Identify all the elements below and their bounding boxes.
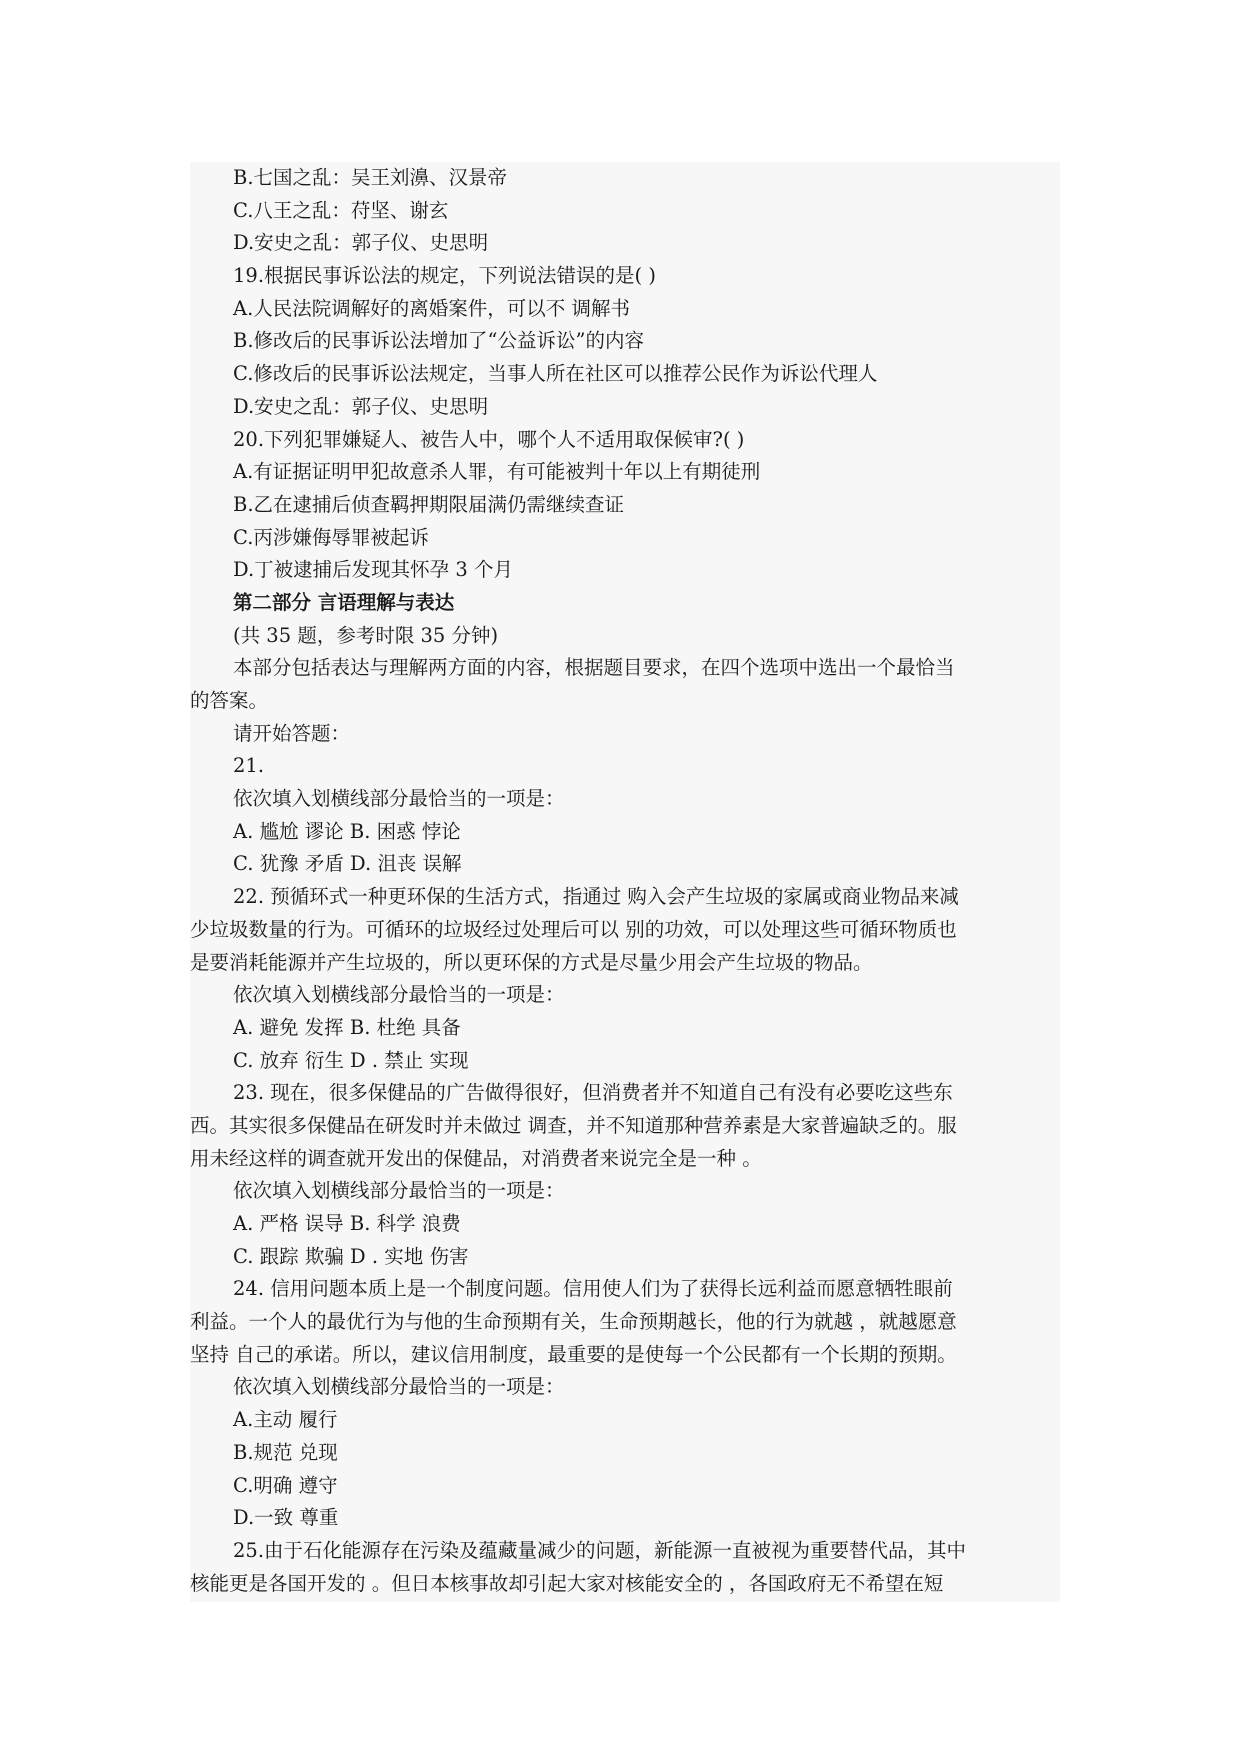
text-line: 23. 现在，很多保健品的广告做得很好，但消费者并不知道自己有没有必要吃这些东 <box>233 1081 953 1105</box>
text-line: 的答案。 <box>190 689 269 712</box>
text-line: A.主动 履行 <box>233 1408 338 1432</box>
text-line: C.丙涉嫌侮辱罪被起诉 <box>233 525 429 549</box>
text-line: A.人民法院调解好的离婚案件，可以不 调解书 <box>233 296 630 320</box>
text-line: C. 跟踪 欺骗 D . 实地 伤害 <box>233 1244 469 1268</box>
text-line: C.修改后的民事诉讼法规定，当事人所在社区可以推荐公民作为诉讼代理人 <box>233 362 878 386</box>
text-line: A.有证据证明甲犯故意杀人罪，有可能被判十年以上有期徒刑 <box>233 460 761 484</box>
text-line: 19.根据民事诉讼法的规定，下列说法错误的是( ) <box>233 264 656 288</box>
text-line: 核能更是各国开发的 。但日本核事故却引起大家对核能安全的 ，各国政府无不希望在短 <box>190 1571 944 1595</box>
text-line: 利益。一个人的最优行为与他的生命预期有关，生命预期越长，他的行为就越 ，就越愿意 <box>190 1310 957 1334</box>
text-line: C. 放弃 衍生 D . 禁止 实现 <box>233 1048 469 1072</box>
text-line: D.一致 尊重 <box>233 1506 339 1530</box>
text-line: A. 避免 发挥 B. 杜绝 具备 <box>233 1015 461 1039</box>
text-line: D.安史之乱：郭子仪、史思明 <box>233 394 489 418</box>
text-line: 是要消耗能源并产生垃圾的，所以更环保的方式是尽量少用会产生垃圾的物品。 <box>190 950 873 974</box>
text-line: 请开始答题： <box>233 721 351 745</box>
text-line: B.七国之乱：吴王刘濞、汉景帝 <box>233 166 508 189</box>
section-heading: 第二部分 言语理解与表达 <box>233 590 455 614</box>
text-line: B.乙在逮捕后侦查羁押期限届满仍需继续查证 <box>233 492 625 516</box>
text-line: 依次填入划横线部分最恰当的一项是： <box>233 983 565 1007</box>
text-line: 本部分包括表达与理解两方面的内容，根据题目要求，在四个选项中选出一个最恰当 <box>233 656 955 680</box>
text-line: 依次填入划横线部分最恰当的一项是： <box>233 787 565 811</box>
text-line: 用未经这样的调查就开发出的保健品，对消费者来说完全是一种 。 <box>190 1146 762 1170</box>
text-line: 24. 信用问题本质上是一个制度问题。信用使人们为了获得长远利益而愿意牺牲眼前 <box>233 1277 953 1301</box>
text-line: 21. <box>233 754 265 778</box>
text-line: C.明确 遵守 <box>233 1473 338 1497</box>
text-line: 依次填入划横线部分最恰当的一项是： <box>233 1179 565 1203</box>
text-line: A. 尴尬 谬论 B. 困惑 悖论 <box>233 819 461 843</box>
text-line: B.规范 兑现 <box>233 1440 338 1464</box>
text-line: (共 35 题，参考时限 35 分钟) <box>233 623 499 647</box>
text-line: D.安史之乱：郭子仪、史思明 <box>233 231 489 255</box>
text-line: A. 严格 误导 B. 科学 浪费 <box>233 1212 461 1235</box>
text-line: 20.下列犯罪嫌疑人、被告人中，哪个人不适用取保候审?( ) <box>233 427 745 451</box>
text-line: 坚持 自己的承诺。所以，建议信用制度，最重要的是使每一个公民都有一个长期的预期。 <box>190 1342 957 1366</box>
text-line: 少垃圾数量的行为。可循环的垃圾经过处理后可以 别的功效，可以处理这些可循环物质也 <box>190 917 957 941</box>
text-line: C.八王之乱：苻坚、谢玄 <box>233 198 449 222</box>
document-text-block <box>190 162 1060 1602</box>
text-line: 25.由于石化能源存在污染及蕴藏量减少的问题，新能源一直被视为重要替代品，其中 <box>233 1538 967 1562</box>
text-line: D.丁被逮捕后发现其怀孕 3 个月 <box>233 558 513 582</box>
text-line: 依次填入划横线部分最恰当的一项是： <box>233 1375 565 1399</box>
text-line: 西。其实很多保健品在研发时并未做过 调查，并不知道那种营养素是大家普遍缺乏的。服 <box>190 1113 957 1137</box>
text-line: B.修改后的民事诉讼法增加了“公益诉讼”的内容 <box>233 329 644 353</box>
text-line: 22. 预循环式一种更环保的生活方式，指通过 购入会产生垃圾的家属或商业物品来减 <box>233 885 959 909</box>
text-line: C. 犹豫 矛盾 D. 沮丧 误解 <box>233 852 462 876</box>
